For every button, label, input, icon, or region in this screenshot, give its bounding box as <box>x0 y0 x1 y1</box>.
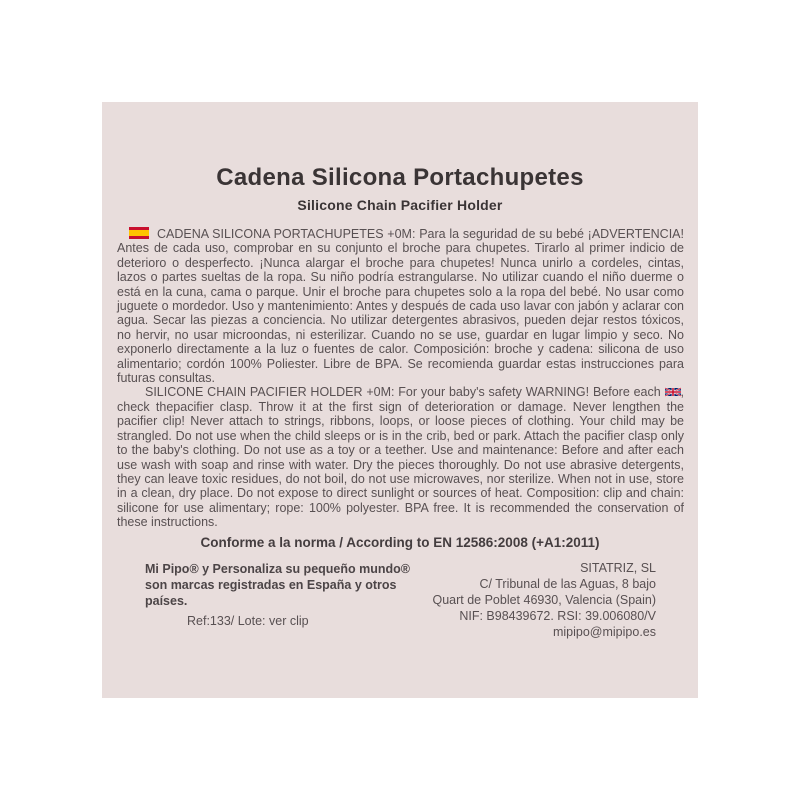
company-address-line2: Quart de Poblet 46930, Valencia (Spain) <box>432 593 656 607</box>
page-title: Cadena Silicona Portachupetes <box>216 164 584 191</box>
label-card <box>102 102 698 698</box>
spanish-instructions-text: CADENA SILICONA PORTACHUPETES +0M: Para la seguridad de su bebé ¡ADVERTENCIA! Antes de cada uso, comprobar en su conjunto el broche para chupetes. Tirarlo al primer indicio de deterioro o desperfecto. ¡Nunca alargar el broche para chupetes! Nunca unirlo a cordeles, cintas, lazos o partes sueltas de la ropa. Su niño podría estrangularse. No utilizar cuando el niño duerme o está en la cuna, cama o parque. Unir el broche para chupetes solo a la ropa del bebé. No usar como juguete o mordedor. Uso y mantenimiento: Antes y después de cada uso lavar con jabón y aclarar con agua. Secar las piezas a conciencia. No utilizar detergentes abrasivos, pueden dejar restos tóxicos, no hervir, no usar microondas, ni esterilizar. Cuando no se use, guardar en lugar limpio y seco. No exponerlo directamente a la luz o fuentes de calor. Composición: broche y cadena: silicona de uso alimentario; cordón 100% Poliester. Libre de BPA. Se recomienda guardar estas instrucciones para futuras consultas. <box>117 227 684 386</box>
company-registration: NIF: B98439672. RSI: 39.006080/V <box>459 609 656 623</box>
english-instructions-text-before-flag: SILICONE CHAIN PACIFIER HOLDER +0M: For your baby's safety WARNING! Before each <box>145 385 665 400</box>
page-subtitle: Silicone Chain Pacifier Holder <box>297 197 503 213</box>
uk-flag-icon <box>665 387 681 397</box>
english-instructions-paragraph <box>117 385 684 529</box>
spanish-instructions-paragraph <box>117 227 684 385</box>
company-address-line1: C/ Tribunal de las Aguas, 8 bajo <box>479 577 656 591</box>
company-address-block <box>432 560 656 640</box>
compliance-standard-line: Conforme a la norma / According to EN 12586:2008 (+A1:2011) <box>200 535 600 550</box>
company-email: mipipo@mipipo.es <box>552 625 656 639</box>
spain-flag-icon <box>129 227 149 239</box>
trademark-notice: Mi Pipo® y Personaliza su pequeño mundo® son marcas registradas en España y otros países. <box>145 562 410 608</box>
label-header <box>102 164 698 213</box>
english-instructions-text-after-flag: , check thepacifier clasp. Throw it at the first sign of deterioration or damage. Never lengthen the pacifier clip! Never attach to strings, ribbons, loops, or loose pieces of clothing. Your child may be strangled. Do not use when the child sleeps or is in the crib, bed or park. Attach the pacifier clasp only to the baby's clothing. Do not use as a toy or a teether. Use and maintenance: Before and after each use wash with soap and rinse with water. Dry the pieces thoroughly. Do not use abrasive detergents, they can leave toxic residues, do not boil, do not use microwaves, nor sterilize. When not in use, store in a clean, dry place. Do not expose to direct sunlight or sources of heat. Composition: clip and chain: silicone for use alimentary; rope: 100% polyester. BPA free. It is recommended the conservation of these instructions. <box>117 385 684 530</box>
instructions-body <box>117 227 684 530</box>
company-name: SITATRIZ, SL <box>580 561 656 575</box>
reference-lot-line: Ref:133/ Lote: ver clip <box>187 614 309 628</box>
